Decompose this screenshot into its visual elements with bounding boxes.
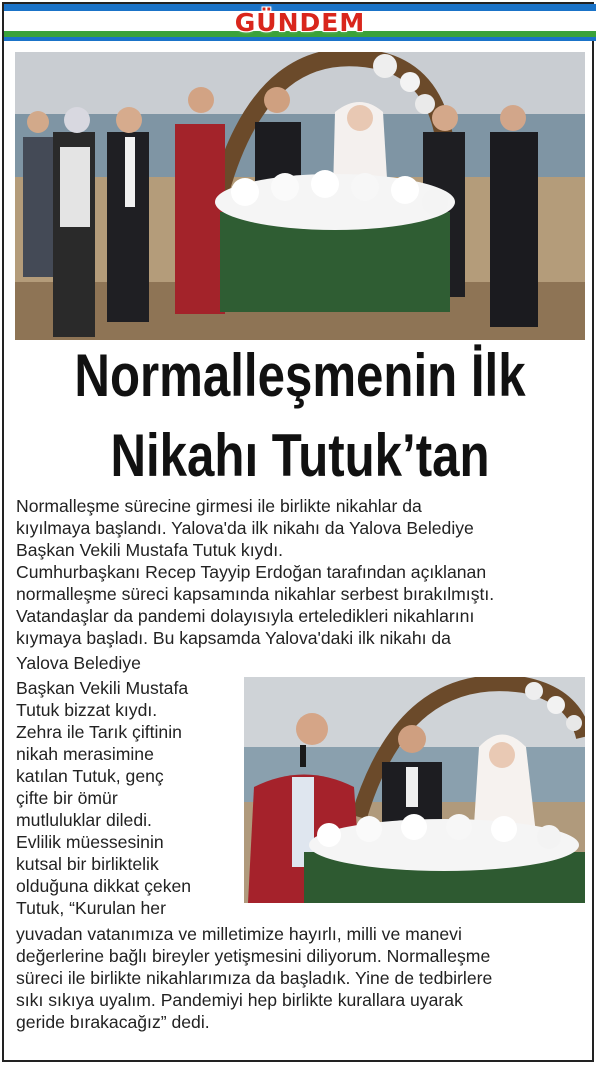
- body-line: Başkan Vekili Mustafa Tutuk kıydı.: [16, 540, 283, 560]
- wedding-group-photo: [15, 52, 585, 340]
- body-line: Tutuk bizzat kıydı.: [16, 700, 158, 720]
- headline-line-2: Nikahı Tutuk’tan: [110, 422, 490, 489]
- ceremony-inset-photo-illustration: [244, 677, 585, 903]
- body-line: mutluluklar diledi.: [16, 810, 152, 830]
- body-line: değerlerine bağlı bireyler yetişmesini diliyorum. Normalleşme: [16, 946, 491, 966]
- body-line: Normalleşme sürecine girmesi ile birlikte nikahlar da: [16, 496, 422, 516]
- body-line: geride bırakacağız” dedi.: [16, 1012, 210, 1032]
- body-line: çifte bir ömür: [16, 788, 118, 808]
- body-line: süreci ile birlikte nikahlarımıza da başladık. Yine de tedbirlere: [16, 968, 493, 988]
- body-line: Yalova Belediye: [16, 653, 141, 673]
- body-line: kutsal bir birliktelik: [16, 854, 159, 874]
- body-line: Başkan Vekili Mustafa: [16, 678, 189, 698]
- body-line: nikah merasimine: [16, 744, 154, 764]
- headline-line-1: Normalleşmenin İlk: [74, 342, 526, 409]
- body-line: normalleşme süreci kapsamında nikahlar serbest bırakılmıştı.: [16, 584, 495, 604]
- body-line: Evlilik müessesinin: [16, 832, 164, 852]
- body-line: kıyılmaya başlandı. Yalova'da ilk nikahı da Yalova Belediye: [16, 518, 474, 538]
- section-banner: [4, 4, 596, 42]
- body-line: kıymaya başladı. Bu kapsamda Yalova'daki ilk nikahı da: [16, 628, 451, 648]
- body-line: sıkı sıkıya uyalım. Pandemiyi hep birlikte kurallara uyarak: [16, 990, 463, 1010]
- banner-blue-underline: [4, 37, 596, 41]
- body-line: katılan Tutuk, genç: [16, 766, 164, 786]
- body-line: Cumhurbaşkanı Recep Tayyip Erdoğan tarafından açıklanan: [16, 562, 487, 582]
- body-line: olduğuna dikkat çeken: [16, 876, 192, 896]
- body-line: yuvadan vatanımıza ve milletimize hayırlı, milli ve manevi: [16, 924, 462, 944]
- body-line: Zehra ile Tarık çiftinin: [16, 722, 182, 742]
- ceremony-inset-photo: [244, 677, 585, 903]
- body-line: Tutuk, “Kurulan her: [16, 898, 166, 918]
- wedding-group-photo-illustration: [15, 52, 585, 340]
- section-title: GÜNDEM: [234, 8, 366, 37]
- body-line: Vatandaşlar da pandemi dolayısıyla erteledikleri nikahlarını: [16, 606, 475, 626]
